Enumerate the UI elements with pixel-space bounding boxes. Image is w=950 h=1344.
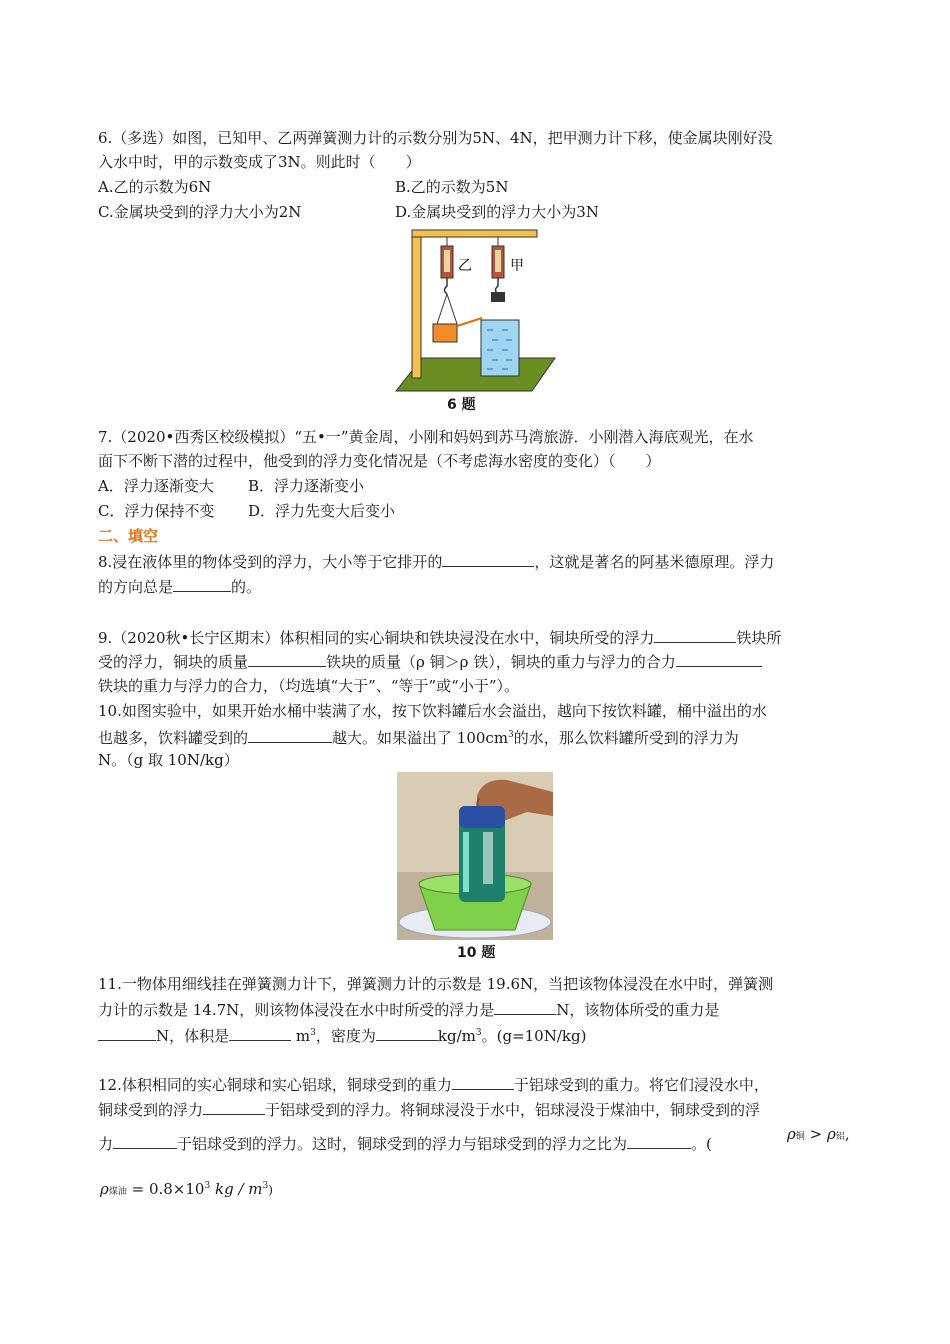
q7-option-c: C．浮力保持不变: [98, 502, 215, 520]
q9-text: 受的浮力，铜块的质量: [98, 653, 249, 671]
q12-text: 于铝球受到的浮力。这时，铜球受到的浮力与铝球受到的浮力之比为: [177, 1135, 628, 1153]
q10-text: 也越多，饮料罐受到的: [98, 729, 249, 747]
q9-line2: [98, 651, 762, 672]
q9-text: 铁块的质量（ρ 铜＞ρ 铁），铜块的重力与浮力的合力: [326, 653, 676, 671]
q8-text: ，这就是著名的阿基米德原理。浮力: [534, 553, 775, 571]
close-paren: ): [268, 1183, 273, 1197]
greater-than: >: [809, 1125, 823, 1143]
q8-blank-2[interactable]: [173, 576, 231, 592]
superscript: 3: [262, 1181, 269, 1191]
q12-text: 力: [98, 1135, 114, 1153]
q8-line2: [98, 576, 261, 597]
q6-option-a: A.乙的示数为6N: [98, 178, 212, 196]
q6-line2: 入水中时，甲的示数变成了3N。则此时（ ）: [98, 153, 421, 171]
rho-symbol: ρ: [100, 1180, 109, 1198]
q6-option-d: D.金属块受到的浮力大小为3N: [395, 203, 599, 221]
q11-text: kg/m: [437, 1027, 476, 1045]
q12-line3: [98, 1133, 712, 1154]
rho-subscript: 煤油: [108, 1187, 127, 1197]
q9-text: 9.（2020秋•长宁区期末）体积相同的实心铜块和铁块浸没在水中，铜块所受的浮力: [98, 629, 655, 647]
q6-option-b: B.乙的示数为5N: [395, 178, 509, 196]
q11-text: 。(g=10N/kg): [481, 1027, 587, 1045]
q11-line1: 11.一物体用细线挂在弹簧测力计下，弹簧测力计的示数是 19.6N，当把该物体浸没在水中时，弹簧测: [98, 975, 774, 993]
q9-text: 铁块所: [736, 629, 782, 647]
section-title-fill-in: 二、填空: [98, 527, 159, 545]
q10-text: 越大。如果溢出了 100cm: [332, 729, 509, 747]
q8-text: 8.浸在液体里的物体受到的浮力，大小等于它排开的: [98, 553, 443, 571]
q7-line1: 7.（2020•西秀区校级模拟）“五•一”黄金周，小刚和妈妈到苏马湾旅游．小刚潜入海底观光，在水: [98, 428, 754, 446]
q10-blank-1[interactable]: [248, 727, 332, 743]
q11-blank-4[interactable]: [376, 1025, 438, 1041]
density-unit: kg / m: [214, 1180, 263, 1198]
q6-option-c: C.金属块受到的浮力大小为2N: [98, 203, 302, 221]
q10-line1: 10.如图实验中，如果开始水桶中装满了水，按下饮料罐后水会溢出，越向下按饮料罐，桶中溢出的水: [98, 702, 767, 720]
q10-figure-caption: 10 题: [457, 945, 496, 961]
q12-text: 。(: [691, 1135, 712, 1153]
q10-can-photo: [397, 772, 553, 940]
comma: ,: [844, 1125, 850, 1143]
q11-line3: [98, 1023, 586, 1046]
q11-text: 力计的示数是 14.7N，则该物体浸没在水中时所受的浮力是: [98, 1001, 495, 1019]
density-value: = 0.8×10: [126, 1180, 205, 1198]
q6-label-jia: 甲: [510, 258, 524, 274]
rho-symbol: ρ: [826, 1125, 836, 1143]
q12-line1: [98, 1074, 769, 1095]
q8-blank-1[interactable]: [442, 551, 534, 567]
q6-line1: 6.（多选）如图，已知甲、乙两弹簧测力计的示数分别为5N、4N，把甲测力计下移，使金属块刚好没: [98, 129, 773, 147]
superscript: 3: [204, 1181, 211, 1191]
q9-line3: 铁块的重力与浮力的合力，（均选填“大于”、“等于”或“小于”）。: [98, 677, 520, 695]
q12-kerosene-density: [100, 1176, 273, 1202]
q7-option-a: A．浮力逐渐变大: [98, 477, 214, 495]
q12-blank-1[interactable]: [452, 1074, 514, 1090]
q6-label-yi: 乙: [458, 258, 472, 274]
q11-superscript: 3: [310, 1028, 316, 1038]
q12-text: 12.体积相同的实心铜球和实心铝球，铜球受到的重力: [98, 1076, 452, 1094]
q9-line1: [98, 627, 781, 648]
q11-line2: [98, 999, 719, 1020]
q12-text: 于铝球受到的浮力。将铜球浸没于水中，铝球浸没于煤油中，铜球受到的浮: [265, 1101, 761, 1119]
q11-blank-1[interactable]: [494, 999, 556, 1015]
q11-superscript: 3: [475, 1028, 482, 1038]
q11-text: N，该物体所受的重力是: [556, 1001, 720, 1019]
q10-superscript: 3: [508, 730, 514, 740]
q7-option-d: D．浮力先变大后变小: [248, 502, 396, 520]
q9-blank-3[interactable]: [676, 651, 762, 667]
q12-blank-4[interactable]: [627, 1133, 691, 1149]
q8-text: 的。: [231, 578, 262, 596]
q11-text: N，体积是: [156, 1027, 230, 1045]
q8-text: 的方向总是: [98, 578, 174, 596]
q11-text: m: [291, 1027, 311, 1045]
q6-apparatus-figure: [392, 226, 558, 396]
q12-line2: [98, 1099, 760, 1120]
q12-text: 铜球受到的浮力: [98, 1101, 204, 1119]
q10-text: 的水，那么饮料罐所受到的浮力为: [513, 729, 739, 747]
q7-option-b: B．浮力逐渐变小: [248, 477, 365, 495]
q12-blank-2[interactable]: [203, 1099, 265, 1115]
q7-line2: 面下不断下潜的过程中，他受到的浮力变化情况是（不考虑海水密度的变化）（ ）: [98, 452, 661, 470]
q11-text: ，密度为: [315, 1027, 376, 1045]
q11-blank-2[interactable]: [98, 1025, 156, 1041]
rho-subscript: 铝: [835, 1132, 845, 1142]
q12-text: 于铝球受到的重力。将它们浸没水中，: [513, 1076, 769, 1094]
q10-line2: [98, 725, 739, 748]
q12-blank-3[interactable]: [113, 1133, 177, 1149]
q9-blank-2[interactable]: [248, 651, 326, 667]
q6-figure-caption: 6 题: [447, 397, 476, 413]
q9-blank-1[interactable]: [654, 627, 736, 643]
rho-symbol: ρ: [787, 1125, 796, 1143]
q11-blank-3[interactable]: [229, 1025, 291, 1041]
q8-line1: [98, 551, 774, 572]
q10-line3: N。（g 取 10N/kg）: [98, 751, 239, 769]
q12-density-inequality: [787, 1124, 850, 1147]
rho-subscript: 铜: [795, 1132, 805, 1142]
